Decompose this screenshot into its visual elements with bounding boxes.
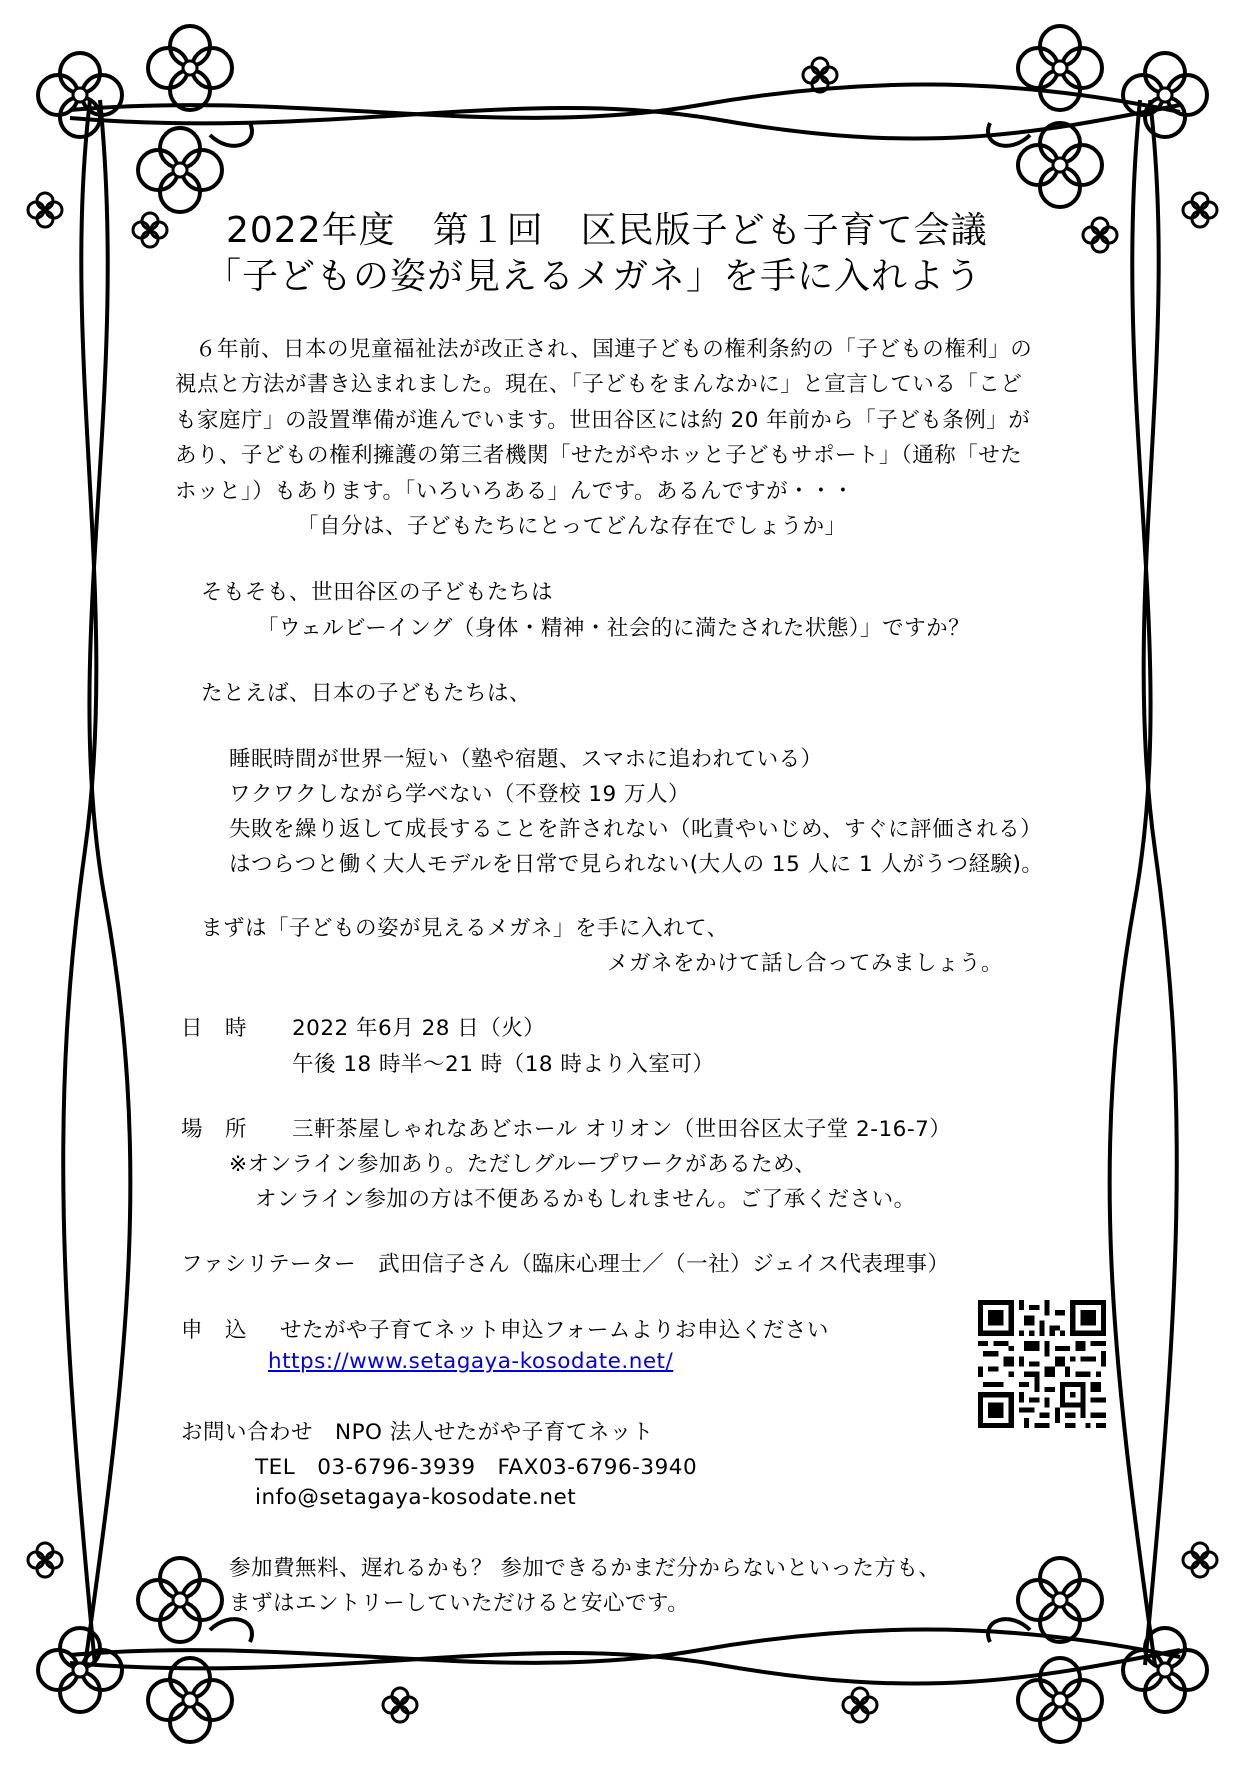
example-item-4: はつらつと働く大人モデルを日常で見られない(大人の 15 人に 1 人がうつ経験)。 bbox=[229, 852, 1044, 877]
example-item-1: 睡眠時間が世界一短い（塾や宿題、スマホに追われている） bbox=[229, 747, 823, 772]
contact-line: お問い合わせ NPO 法人せたがや子育てネット bbox=[181, 1420, 654, 1445]
venue-label: 場 所 bbox=[181, 1117, 248, 1142]
call-line-1: まずは「子どもの姿が見えるメガネ」を手に入れて、 bbox=[201, 916, 729, 941]
title-line-2: 「子どもの姿が見えるメガネ」を手に入れよう bbox=[205, 256, 983, 297]
contact-phone: TEL 03-6796-3939 FAX03-6796-3940 bbox=[255, 1455, 698, 1480]
closing-line-1: 参加費無料、遅れるかも？ 参加できるかまだ分からないといった方も、 bbox=[229, 1556, 941, 1581]
intro-line-2: 視点と方法が書き込まれました。現在、「子どもをまんなかに」と宣言している「こど bbox=[175, 372, 1023, 397]
venue-line-1: 三軒茶屋しゃれなあどホール オリオン（世田谷区太子堂 2-16-7） bbox=[292, 1117, 952, 1142]
apply-text: せたがや子育てネット申込フォームよりお申込ください bbox=[280, 1318, 829, 1343]
call-line-2: メガネをかけて話し合ってみましょう。 bbox=[607, 951, 1004, 976]
intro-line-3: も家庭庁」の設置準備が進んでいます。世田谷区には約 20 年前から「子ども条例」が bbox=[175, 408, 1031, 433]
venue-note-1: ※オンライン参加あり。ただしグループワークがあるため、 bbox=[229, 1152, 817, 1177]
example-item-2: ワクワクしながら学べない（不登校 19 万人） bbox=[229, 782, 691, 807]
example-lead: たとえば、日本の子どもたちは、 bbox=[201, 681, 532, 706]
title-line-1: 2022年度 第１回 区民版子ども子育て会議 bbox=[226, 210, 988, 251]
venue-note-2: オンライン参加の方は不便あるかもしれません。ご了承ください。 bbox=[255, 1187, 916, 1212]
qr-code-icon bbox=[978, 1300, 1106, 1428]
intro-line-4: あり、子どもの権利擁護の第三者機関「せたがやホッと子どもサポート」（通称「せた bbox=[175, 443, 1023, 468]
facilitator-line: ファシリテーター 武田信子さん（臨床心理士／（一社）ジェイス代表理事） bbox=[181, 1252, 950, 1277]
apply-label: 申 込 bbox=[181, 1318, 248, 1343]
datetime-line-1: 2022 年6月 28 日（火） bbox=[292, 1016, 546, 1041]
contact-email: info@setagaya-kosodate.net bbox=[255, 1485, 577, 1510]
datetime-label: 日 時 bbox=[181, 1016, 248, 1041]
example-item-3: 失敗を繰り返して成長することを許されない（叱責やいじめ、すぐに評価される） bbox=[229, 817, 1043, 842]
intro-question: 「自分は、子どもたちにとってどんな存在でしょうか」 bbox=[297, 514, 847, 539]
intro-line-1: ６年前、日本の児童福祉法が改正され、国連子どもの権利条約の「子どもの権利」の bbox=[195, 337, 1033, 362]
datetime-line-2: 午後 18 時半～21 時（18 時より入室可） bbox=[292, 1052, 715, 1077]
intro-line-5: ホッと」）もあります。「いろいろある」んです。あるんですが・・・ bbox=[175, 479, 855, 504]
closing-line-2: まずはエントリーしていただけると安心です。 bbox=[229, 1591, 690, 1616]
wellbeing-line-2: 「ウェルビーイング（身体・精神・社会的に満たされた状態）」ですか？ bbox=[257, 616, 971, 641]
wellbeing-line-1: そもそも、世田谷区の子どもたちは bbox=[201, 580, 554, 605]
apply-url-link[interactable]: https://www.setagaya-kosodate.net/ bbox=[268, 1349, 674, 1374]
